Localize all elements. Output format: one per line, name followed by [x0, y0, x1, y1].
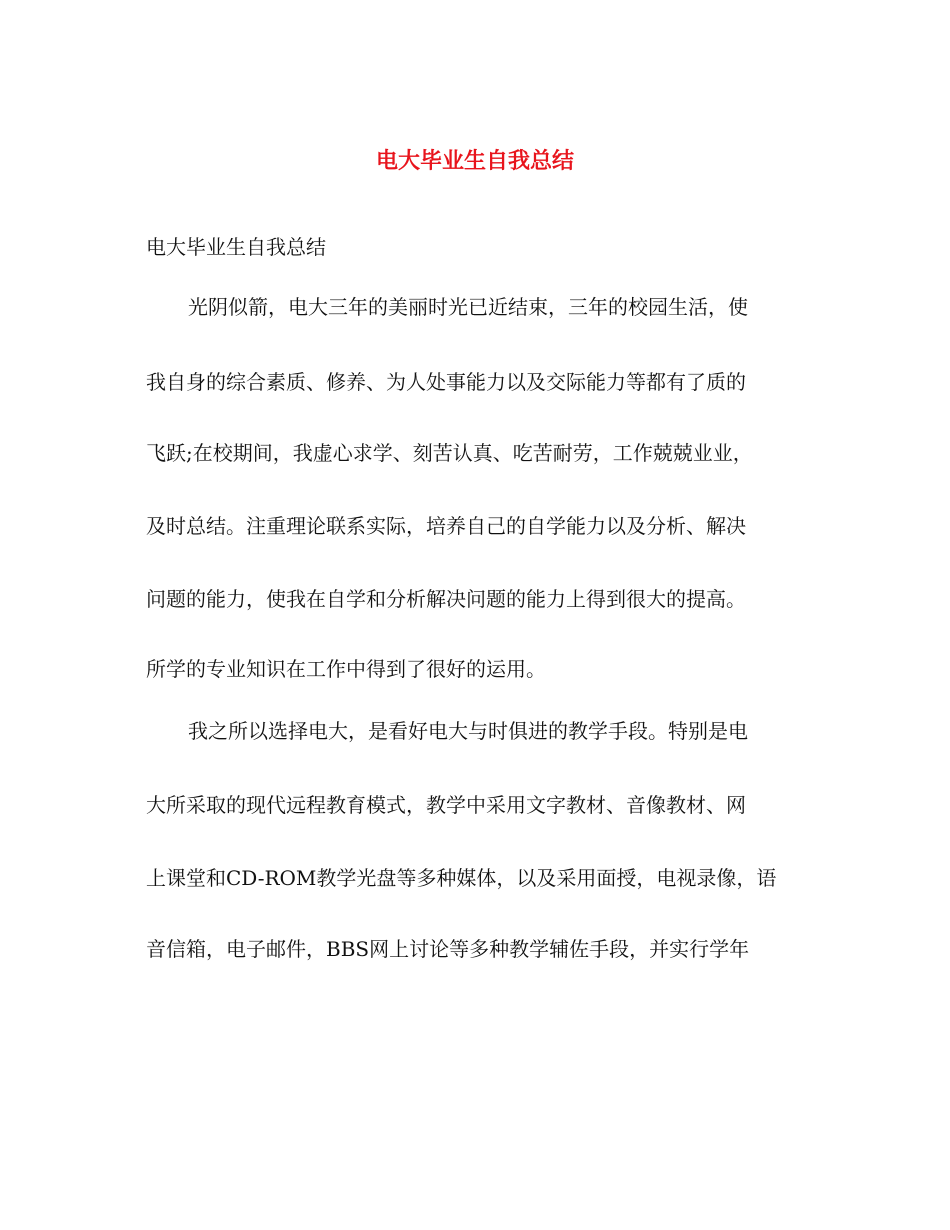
- paragraph-1-line-1: 光阴似箭，电大三年的美丽时光已近结束，三年的校园生活，使: [188, 295, 748, 319]
- paragraph-1-line-3: 飞跃;在校期间，我虚心求学、刻苦认真、吃苦耐劳，工作兢兢业业，: [146, 441, 753, 465]
- document-subtitle: 电大毕业生自我总结: [146, 235, 326, 259]
- paragraph-2-line-2: 大所采取的现代远程教育模式，教学中采用文字教材、音像教材、网: [146, 793, 746, 817]
- paragraph-2-line-3: 上课堂和CD-ROM教学光盘等多种媒体，以及采用面授，电视录像，语: [146, 866, 777, 890]
- paragraph-2-line-4: 音信箱，电子邮件，BBS网上讨论等多种教学辅佐手段，并实行学年: [146, 937, 750, 961]
- paragraph-1-line-6: 所学的专业知识在工作中得到了很好的运用。: [146, 657, 546, 681]
- paragraph-2-line-1: 我之所以选择电大，是看好电大与时俱进的教学手段。特别是电: [188, 719, 748, 743]
- paragraph-1-line-4: 及时总结。注重理论联系实际，培养自己的自学能力以及分析、解决: [146, 514, 746, 538]
- paragraph-1-line-2: 我自身的综合素质、修养、为人处事能力以及交际能力等都有了质的: [146, 370, 746, 394]
- paragraph-1-line-5: 问题的能力，使我在自学和分析解决问题的能力上得到很大的提高。: [146, 587, 746, 611]
- document-title: 电大毕业生自我总结: [375, 149, 574, 174]
